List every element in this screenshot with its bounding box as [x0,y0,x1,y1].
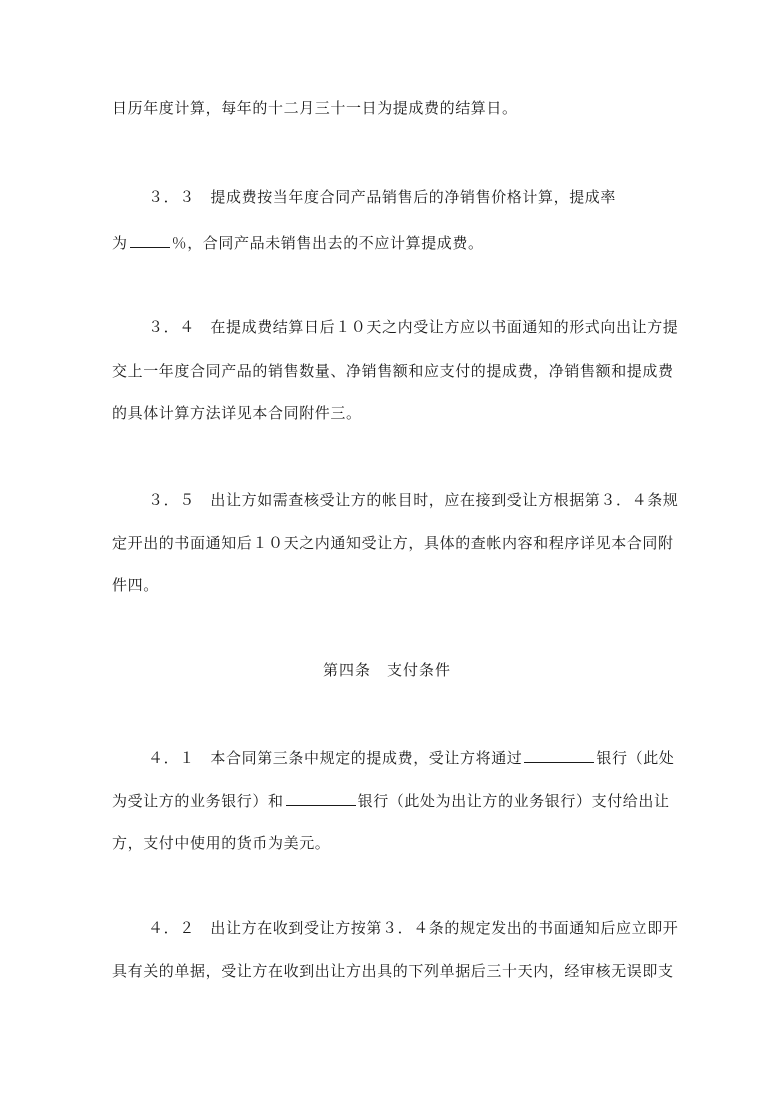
fill-in-blank-bank-2[interactable] [286,790,356,806]
text: ４．１ 本合同第三条中规定的提成费，受让方将通过 [148,749,523,767]
paragraph-4-2-line-2 [112,961,674,981]
fill-in-blank-rate[interactable] [130,232,170,248]
text: ４．２ 出让方在收到受让方按第３．４条的规定发出的书面通知后应立即开 [148,919,679,937]
text: 银行（此处为出让方的业务银行）支付给出让 [357,792,670,810]
text: 为受让方的业务银行）和 [112,792,284,810]
section-heading [0,660,774,680]
heading-text: 第四条 支付条件 [322,661,451,679]
text: ３．３ 提成费按当年度合同产品销售后的净销售价格计算，提成率 [148,188,617,206]
paragraph-4-2-line-1 [148,918,678,938]
paragraph-3-4-line-1 [148,317,678,337]
paragraph-4-1-line-3 [112,833,330,853]
text: ３．５ 出让方如需查核受让方的帐目时，应在接到受让方根据第３．４条规 [148,491,679,509]
paragraph-3-5-line-2 [112,533,674,553]
paragraph-line [112,98,518,118]
text: 定开出的书面通知后１０天之内通知受让方，具体的查帐内容和程序详见本合同附 [112,534,674,552]
paragraph-4-1-line-1 [148,747,674,768]
paragraph-3-3-line-2 [112,232,484,253]
text: 交上一年度合同产品的销售数量、净销售额和应支付的提成费，净销售额和提成费 [112,362,674,380]
text: 件四。 [112,576,159,594]
fill-in-blank-bank-1[interactable] [524,747,594,763]
text: 银行（此处 [596,749,675,767]
paragraph-4-1-line-2 [112,790,670,811]
text: ％，合同产品未销售出去的不应计算提成费。 [171,234,484,252]
paragraph-3-4-line-3 [112,403,362,423]
paragraph-3-5-line-3 [112,575,159,595]
text: ３．４ 在提成费结算日后１０天之内受让方应以书面通知的形式向出让方提 [148,318,679,336]
paragraph-3-3-line-1 [148,187,616,207]
text: 方，支付中使用的货币为美元。 [112,834,331,852]
paragraph-3-4-line-2 [112,361,674,381]
text: 具有关的单据，受让方在收到出让方出具的下列单据后三十天内，经审核无误即支 [112,962,674,980]
text: 为 [112,234,128,252]
paragraph-3-5-line-1 [148,490,678,510]
text: 的具体计算方法详见本合同附件三。 [112,404,362,422]
text: 日历年度计算，每年的十二月三十一日为提成费的结算日。 [112,99,518,117]
